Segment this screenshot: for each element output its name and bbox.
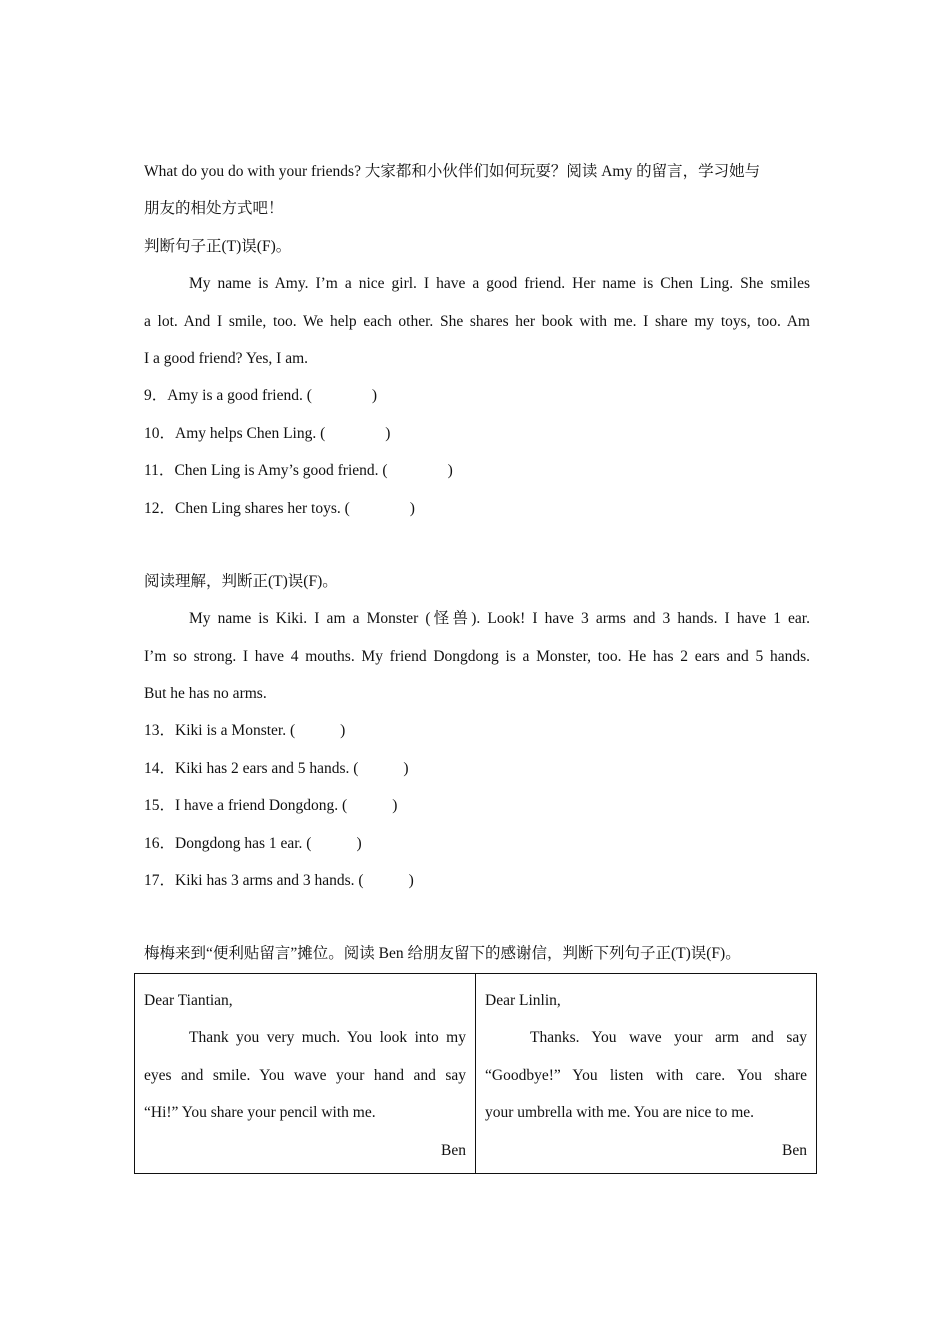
question-11 — [144, 452, 810, 489]
question-number: 9． — [144, 387, 168, 405]
question-text: Kiki has 3 arms and 3 hands. ( — [175, 872, 364, 890]
note-signature: Ben — [782, 1141, 807, 1159]
note-body-line: “Hi!” You share your pencil with me. — [144, 1104, 376, 1122]
question-number: 15． — [144, 797, 176, 815]
section2-instruction: 阅读理解，判断正(T)误(F)。 — [144, 572, 338, 590]
answer-close-paren: ) — [447, 462, 453, 480]
note-right — [476, 974, 817, 1174]
question-17 — [144, 862, 810, 899]
question-14 — [144, 750, 810, 787]
question-12 — [144, 490, 810, 527]
section2-passage-line: But he has no arms. — [144, 685, 267, 703]
question-text: I have a friend Dongdong. ( — [175, 797, 348, 815]
note-greeting: Dear Linlin, — [485, 992, 561, 1009]
answer-close-paren: ) — [392, 797, 398, 815]
answer-close-paren: ) — [409, 499, 415, 517]
answer-close-paren: ) — [403, 759, 409, 777]
note-body-line: your umbrella with me. You are nice to me. — [485, 1104, 755, 1122]
note-body-line: Thank you very much. You look into my — [189, 1029, 466, 1047]
question-number: 13． — [144, 722, 176, 740]
section1-passage-line: I a good friend? Yes, I am. — [144, 349, 309, 367]
question-text: Kiki has 2 ears and 5 hands. ( — [175, 759, 359, 777]
answer-close-paren: ) — [408, 872, 414, 890]
answer-close-paren: ) — [371, 387, 378, 405]
thank-you-notes-table — [134, 973, 817, 1174]
question-number: 10． — [144, 424, 176, 442]
question-number: 16． — [144, 834, 176, 852]
question-number: 12． — [144, 499, 176, 517]
answer-close-paren: ) — [340, 722, 346, 740]
question-16 — [144, 825, 810, 862]
section2-passage-line: I’m so strong. I have 4 mouths. My friend Dongdong is a Monster, too. He has 2 ears and 5 hands. — [144, 647, 810, 665]
note-body-line: Thanks. You wave your arm and say — [530, 1029, 807, 1047]
section1-intro-line1: What do you do with your friends? 大家都和小伙伴们如何玩耍？阅读 Amy 的留言，学习她与 — [144, 163, 761, 180]
question-13 — [144, 712, 810, 749]
question-10 — [144, 415, 810, 452]
question-number: 17． — [144, 872, 176, 890]
section1-intro-line2: 朋友的相处方式吧！ — [144, 200, 284, 218]
question-text: Amy helps Chen Ling. ( — [175, 424, 326, 442]
section1-instruction: 判断句子正(T)误(F)。 — [144, 237, 292, 255]
note-body-line: “Goodbye!” You listen with care. You share — [485, 1066, 807, 1084]
section1-passage-line: My name is Amy. I’m a nice girl. I have a good friend. Her name is Chen Ling. She smiles — [189, 275, 810, 293]
note-greeting: Dear Tiantian, — [144, 992, 233, 1009]
question-text: Chen Ling is Amy’s good friend. ( — [174, 462, 388, 480]
section2-passage-line: My name is Kiki. I am a Monster (怪兽). Look! I have 3 arms and 3 hands. I have 1 ear. — [189, 610, 810, 628]
question-number: 14． — [144, 759, 176, 777]
note-left — [135, 974, 476, 1174]
note-body-line: eyes and smile. You wave your hand and say — [144, 1066, 466, 1084]
question-9 — [144, 377, 810, 414]
question-text: Chen Ling shares her toys. ( — [175, 499, 350, 517]
section3-instruction: 梅梅来到“便利贴留言”摊位。阅读 Ben 给朋友留下的感谢信，判断下列句子正(T)误(F)。 — [144, 945, 741, 963]
section-gap — [144, 899, 810, 935]
answer-close-paren: ) — [356, 834, 362, 852]
question-number: 11． — [144, 462, 175, 480]
note-signature: Ben — [441, 1141, 466, 1159]
section-gap — [144, 527, 810, 563]
question-15 — [144, 787, 810, 824]
section1-passage-line: a lot. And I smile, too. We help each other. She shares her book with me. I share my toys, too. Am — [144, 312, 810, 330]
question-text: Kiki is a Monster. ( — [175, 722, 296, 740]
answer-close-paren: ) — [385, 424, 391, 442]
worksheet-content — [144, 153, 810, 973]
question-text: Dongdong has 1 ear. ( — [175, 834, 312, 852]
question-text: Amy is a good friend. ( — [167, 387, 312, 405]
